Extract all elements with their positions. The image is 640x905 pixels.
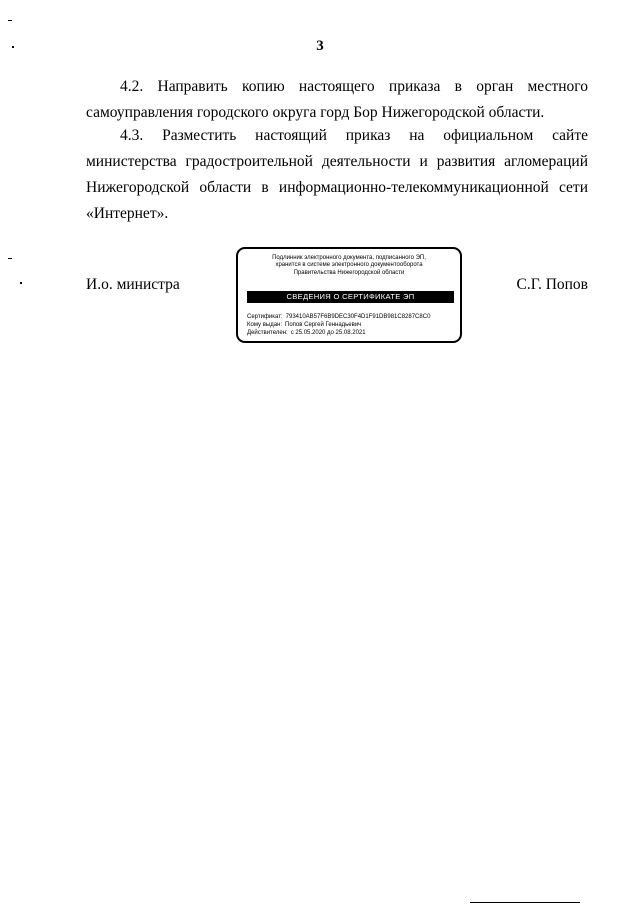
- stamp-header-line: Подлинник электронного документа, подписанного ЭП,: [272, 255, 426, 261]
- paragraph-number: 4.3.: [120, 127, 144, 144]
- page-number: 3: [316, 38, 324, 54]
- stamp-header: [238, 255, 460, 277]
- stamp-valid-label: Действителен:: [247, 330, 288, 336]
- paragraph-number: 4.2.: [120, 78, 144, 95]
- stamp-issued-to-row: [247, 321, 430, 329]
- stamp-header-line: Правительства Нижегородской области: [293, 269, 405, 276]
- scan-artifact-mark: [8, 20, 12, 21]
- paragraph-text: Разместить настоящий приказ на официальном сайте министерства градостроительной деятельности и развития агломераций Нижегородской области в информационно-телекоммуникационной сети «Интернет».: [86, 127, 588, 222]
- stamp-title-bar: СВЕДЕНИЯ О СЕРТИФИКАТЕ ЭП: [247, 291, 454, 303]
- scan-artifact-mark: [20, 282, 22, 284]
- stamp-header-line: хранится в системе электронного документооборота: [275, 262, 423, 269]
- scan-artifact-line: [470, 902, 580, 903]
- stamp-valid-row: [247, 329, 430, 337]
- paragraph-text: Направить копию настоящего приказа в орган местного самоуправления городского округа горд Бор Нижегородской области.: [86, 78, 588, 121]
- stamp-certificate-label: Сертификат:: [247, 314, 283, 320]
- stamp-certificate-row: [247, 313, 430, 321]
- signatory-role: И.о. министра: [86, 276, 180, 293]
- stamp-issued-to-label: Кому выдан:: [247, 322, 283, 328]
- stamp-issued-to-value: Попов Сергей Геннадьевич: [285, 322, 362, 328]
- signatory-name: С.Г. Попов: [516, 276, 588, 293]
- paragraph-4-2: [86, 74, 588, 126]
- stamp-valid-value: с 25.05.2020 до 25.08.2021: [290, 330, 366, 336]
- paragraph-4-3: [86, 123, 588, 227]
- scan-artifact-mark: [8, 258, 12, 259]
- stamp-details: [247, 313, 430, 337]
- electronic-signature-stamp: [236, 247, 462, 343]
- stamp-certificate-value: 793410AB57F6B9DEC30F4D1F91DB981C8287C8C0: [285, 314, 431, 320]
